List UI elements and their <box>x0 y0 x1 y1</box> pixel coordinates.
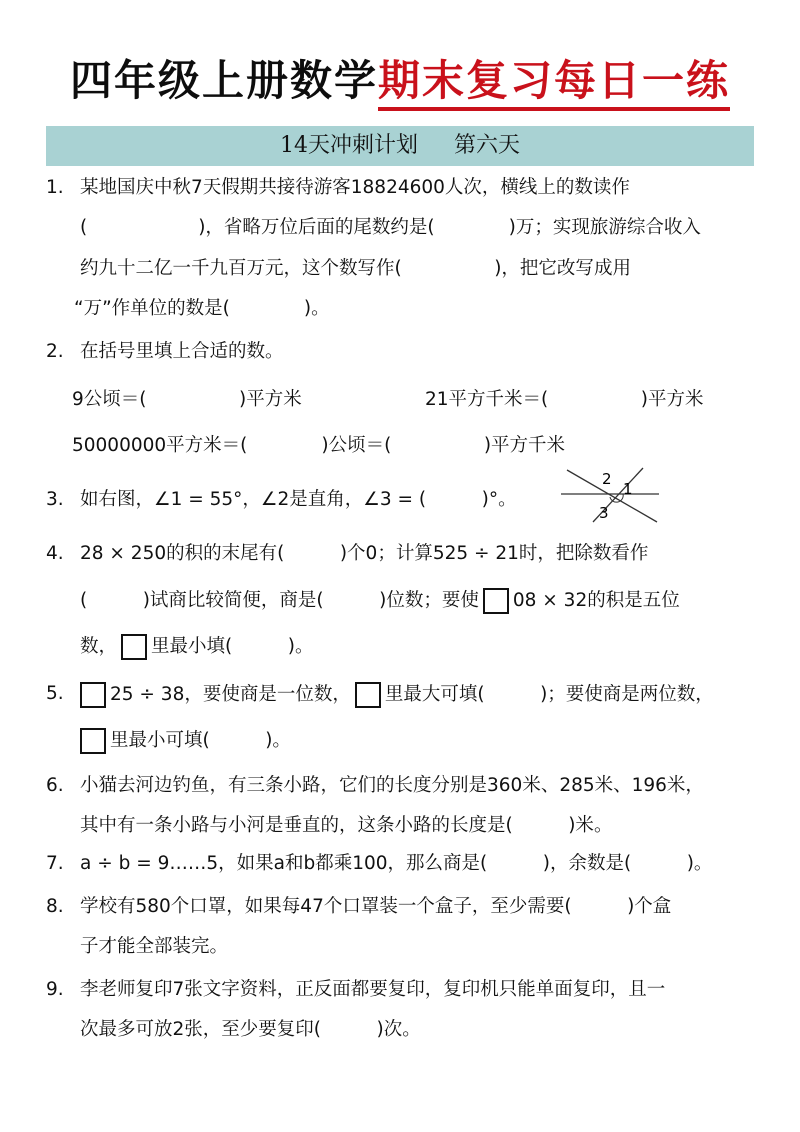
q5-line-1-text: 25 ÷ 38，要使商是一位数， <box>110 684 351 705</box>
plan-banner <box>46 126 754 166</box>
question-number: 6. <box>46 775 64 796</box>
plan-label: 14天冲刺计划 <box>279 133 418 158</box>
q1-line-1: 某地国庆中秋7天假期共接待游客18824600人次，横线上的数读作 <box>80 177 630 198</box>
q2-line-4: 50000000平方米＝( )公顷＝( )平方千米 <box>72 435 566 456</box>
q8-line-1: 学校有580个口罩，如果每47个口罩装一个盒子，至少需要( )个盒 <box>80 896 672 917</box>
q3-line-1: 如右图，∠1 = 55°，∠2是直角，∠3 = ( )°。 <box>80 489 517 510</box>
angle-label-1: 1 <box>623 480 633 498</box>
question-number: 1. <box>46 177 64 198</box>
title-part-2: 期末复习每日一练 <box>378 56 730 111</box>
question-number: 2. <box>46 341 64 362</box>
digit-box[interactable] <box>121 634 147 660</box>
worksheet-title <box>0 48 800 108</box>
question-number: 9. <box>46 979 64 1000</box>
q4-line-3 <box>80 634 313 660</box>
q4-line-3-text: 数， <box>80 636 118 657</box>
q8-line-2: 子才能全部装完。 <box>80 936 229 957</box>
q4-line-3-tail: 里最小填( )。 <box>151 636 314 657</box>
q5-line-1 <box>76 682 714 708</box>
q2-line-1: 在括号里填上合适的数。 <box>80 341 284 362</box>
angle-diagram <box>555 464 665 526</box>
digit-box[interactable] <box>80 728 106 754</box>
q2-line-3: 21平方千米＝( )平方米 <box>425 389 704 410</box>
question-number: 4. <box>46 543 64 564</box>
digit-box[interactable] <box>80 682 106 708</box>
angle-label-2: 2 <box>602 470 612 488</box>
q6-line-1: 小猫去河边钓鱼，有三条小路，它们的长度分别是360米、285米、196米， <box>80 775 704 796</box>
title-part-1: 四年级上册数学 <box>69 56 378 105</box>
diagonal-line-1 <box>567 470 657 522</box>
question-number: 3. <box>46 489 64 510</box>
question-number: 8. <box>46 896 64 917</box>
q1-line-2: ( )，省略万位后面的尾数约是( )万；实现旅游综合收入 <box>80 217 701 238</box>
q4-line-2-text: ( )试商比较简便，商是( )位数；要使 <box>80 590 479 611</box>
day-label: 第六天 <box>453 133 520 158</box>
angle-label-3: 3 <box>599 504 609 522</box>
question-number: 7. <box>46 853 64 874</box>
q1-line-4: “万”作单位的数是( )。 <box>74 298 330 319</box>
question-number: 5. <box>46 683 64 704</box>
q9-line-2: 次最多可放2张，至少要复印( )次。 <box>80 1019 421 1040</box>
q5-line-2-text: 里最小可填( )。 <box>110 730 291 751</box>
q6-line-2: 其中有一条小路与小河是垂直的，这条小路的长度是( )米。 <box>80 815 613 836</box>
q4-line-2 <box>80 588 680 614</box>
q5-line-1-tail: 里最大可填( )；要使商是两位数， <box>384 684 714 705</box>
q2-line-2: 9公顷＝( )平方米 <box>72 389 302 410</box>
q4-line-2-tail: 08 × 32的积是五位 <box>512 590 680 611</box>
q7-line-1: a ÷ b = 9……5，如果a和b都乘100，那么商是( )，余数是( )。 <box>80 853 713 874</box>
q4-line-1: 28 × 250的积的末尾有( )个0；计算525 ÷ 21时，把除数看作 <box>80 543 649 564</box>
digit-box[interactable] <box>355 682 381 708</box>
q1-line-3: 约九十二亿一千九百万元，这个数写作( )，把它改写成用 <box>80 258 631 279</box>
digit-box[interactable] <box>483 588 509 614</box>
q9-line-1: 李老师复印7张文字资料，正反面都要复印，复印机只能单面复印，且一 <box>80 979 666 1000</box>
q5-line-2 <box>76 728 291 754</box>
